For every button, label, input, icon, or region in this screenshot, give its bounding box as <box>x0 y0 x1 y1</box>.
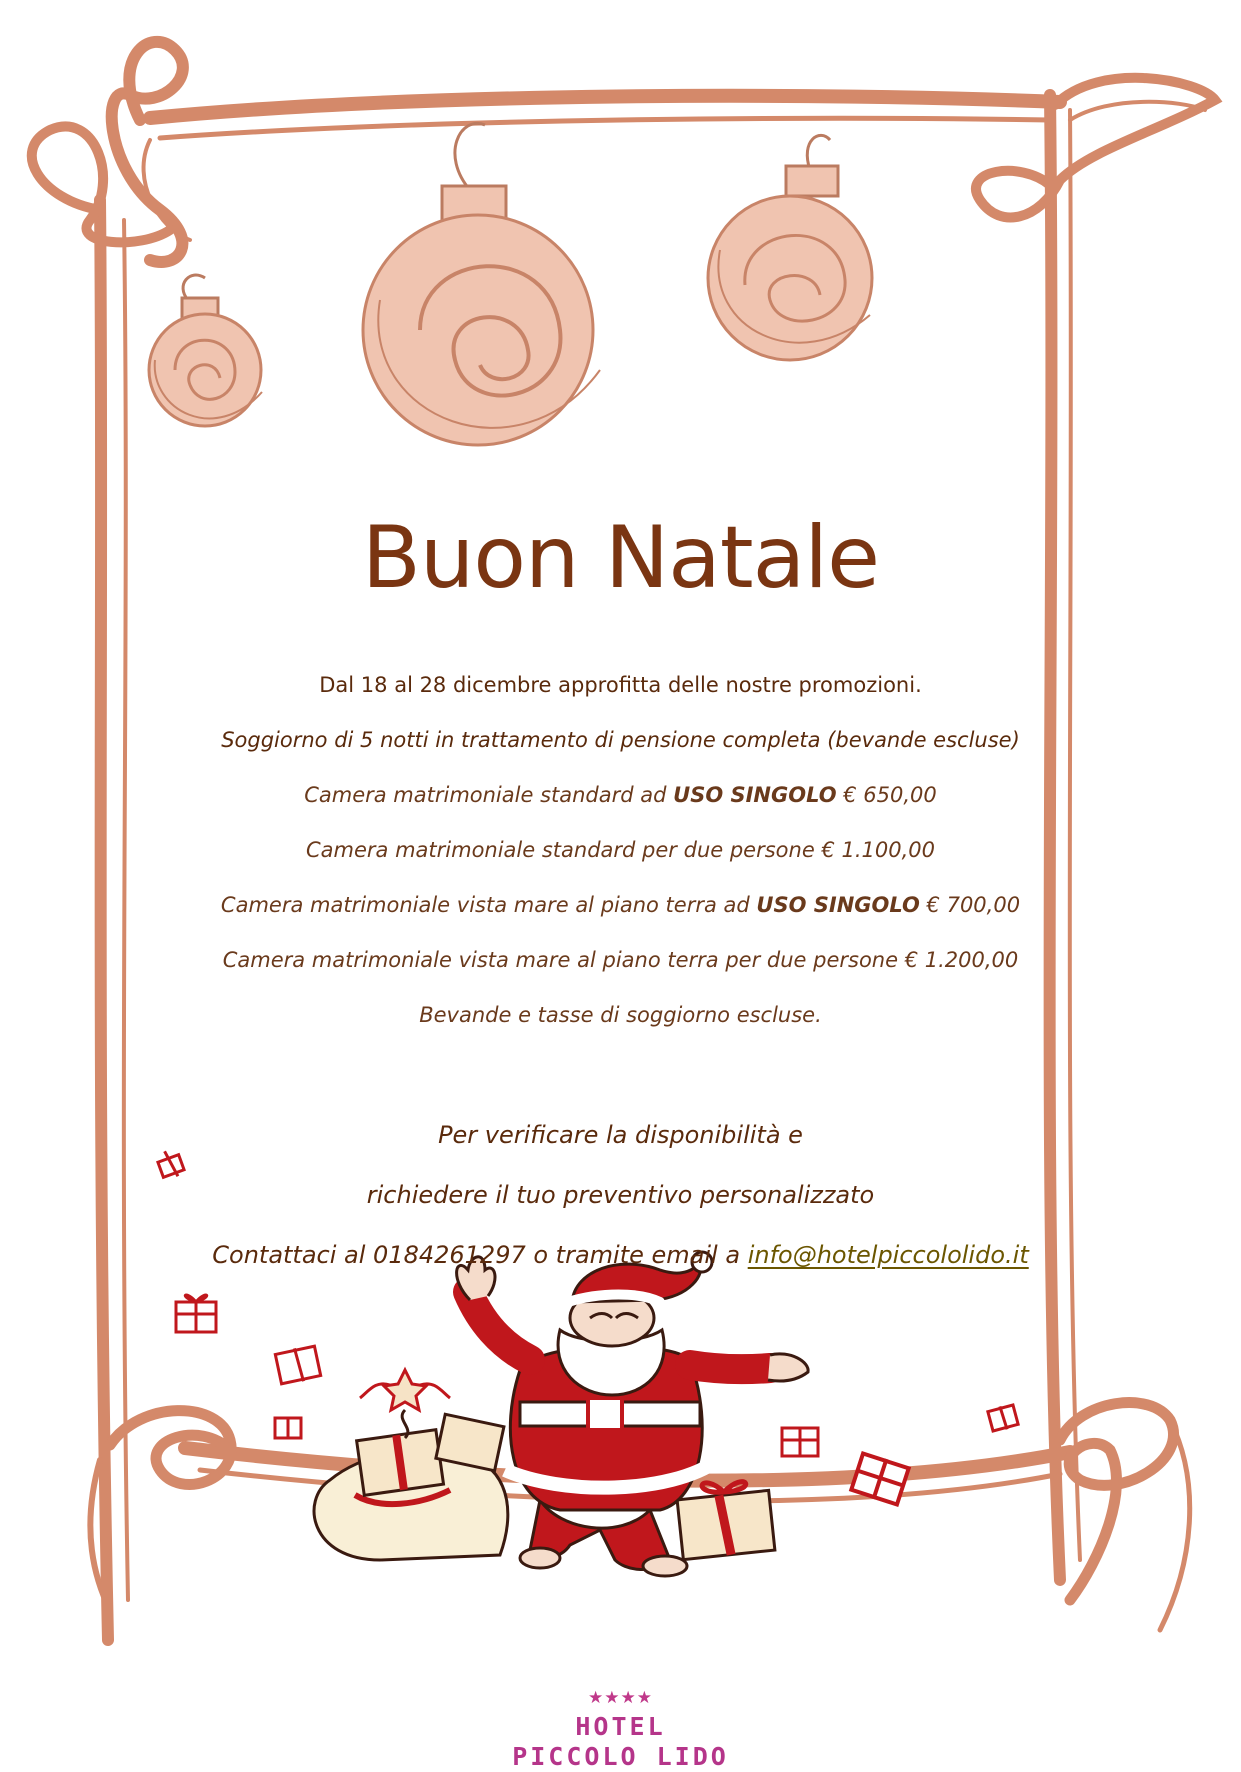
promo-intro: Dal 18 al 28 dicembre approfitta delle nostre promozioni. <box>319 673 922 697</box>
offer-price: € 1.100,00 <box>821 838 935 862</box>
hotel-logo-line-2: PICCOLO LIDO <box>512 1742 729 1771</box>
offer-price: € 650,00 <box>843 783 937 807</box>
offer-text: Camera matrimoniale standard ad <box>304 783 667 807</box>
page-title: Buon Natale <box>361 508 880 608</box>
offer-text: Camera matrimoniale vista mare al piano terra per due persone <box>222 948 899 972</box>
contact-phone-text: Contattaci al 0184261297 o tramite email a <box>212 1241 741 1269</box>
offer-line <box>0 945 1241 975</box>
hotel-rating-stars: ★★★★ <box>588 1688 653 1708</box>
offer-highlight: USO SINGOLO <box>673 783 837 807</box>
offer-line <box>0 780 1241 810</box>
package-description: Soggiorno di 5 notti in trattamento di pensione completa (bevande escluse) <box>221 728 1020 752</box>
offer-line <box>0 835 1241 865</box>
offer-line <box>0 890 1241 920</box>
contact-line-2: richiedere il tuo preventivo personalizzato <box>366 1181 875 1209</box>
contact-line-1: Per verificare la disponibilità e <box>438 1121 803 1149</box>
offer-text: Camera matrimoniale vista mare al piano terra ad <box>220 893 750 917</box>
offer-highlight: USO SINGOLO <box>756 893 920 917</box>
hotel-logo-line-1: HOTEL <box>575 1712 666 1741</box>
offer-price: € 700,00 <box>926 893 1021 917</box>
email-link[interactable]: info@hotelpiccololido.it <box>747 1241 1029 1269</box>
exclusions-note: Bevande e tasse di soggiorno escluse. <box>419 1003 822 1027</box>
contact-line-3 <box>0 1238 1241 1272</box>
offer-text: Camera matrimoniale standard per due persone <box>306 838 815 862</box>
offer-price: € 1.200,00 <box>904 948 1019 972</box>
